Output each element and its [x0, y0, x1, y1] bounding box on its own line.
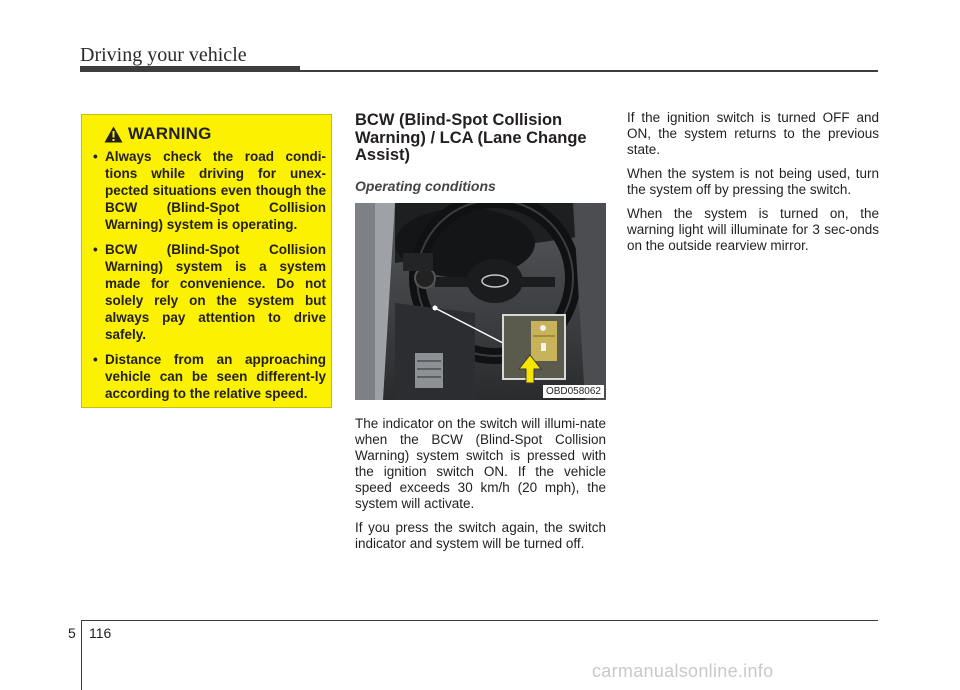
right-column: [627, 110, 879, 262]
footer-rule-vertical: [81, 620, 82, 690]
warning-item-text: BCW (Blind-Spot Collision Warning) system is a system made for convenience. Do not solely rely on the system but always pay attention to drive safely.: [105, 242, 326, 342]
bullet: •: [93, 352, 98, 367]
header-rule-thick: [80, 66, 300, 72]
dashboard-photo: [355, 203, 606, 400]
paragraph: If the ignition switch is turned OFF and ON, the system returns to the previous state.: [627, 110, 879, 157]
paragraph: The indicator on the switch will illumi-nate when the BCW (Blind-Spot Collision Warning) system switch is pressed with the ignition switch ON. If the vehicle speed exceeds 30 km/h (20 mph), the system will activate.: [355, 415, 606, 511]
paragraph: If you press the switch again, the switch indicator and system will be turned off.: [355, 519, 606, 551]
section-number: 5: [68, 625, 76, 641]
warning-header: [104, 123, 212, 145]
warning-list: [90, 148, 326, 410]
page-header-title: Driving your vehicle: [80, 44, 247, 66]
warning-triangle-icon: [104, 126, 123, 143]
image-code: OBD058062: [543, 385, 604, 398]
footer-rule-horizontal: [81, 620, 878, 621]
bullet: •: [93, 149, 98, 164]
watermark: carmanualsonline.info: [592, 661, 774, 681]
header-rule-thin: [300, 70, 878, 72]
warning-item-text: Always check the road condi-tions while driving for unex-pected situations even though the BCW (Blind-Spot Collision Warning) system is operating.: [105, 149, 326, 232]
section-title: BCW (Blind-Spot Collision Warning) / LCA (Lane Change Assist): [355, 111, 587, 164]
bullet: •: [93, 242, 98, 257]
warning-item-text: Distance from an approaching vehicle can be seen different-ly according to the relative speed.: [105, 352, 326, 401]
main-column: [355, 108, 606, 552]
dashboard-illustration: [355, 203, 606, 400]
warning-item: [90, 241, 326, 343]
warning-title: WARNING: [128, 124, 212, 143]
paragraph: When the system is turned on, the warning light will illuminate for 3 sec-onds on the outside rearview mirror.: [627, 206, 879, 253]
page-number: 116: [89, 625, 112, 641]
paragraph: When the system is not being used, turn the system off by pressing the switch.: [627, 166, 879, 197]
warning-item: [90, 351, 326, 402]
warning-item: [90, 148, 326, 233]
warning-box: [81, 114, 332, 408]
section-subtitle: Operating conditions: [355, 177, 496, 194]
